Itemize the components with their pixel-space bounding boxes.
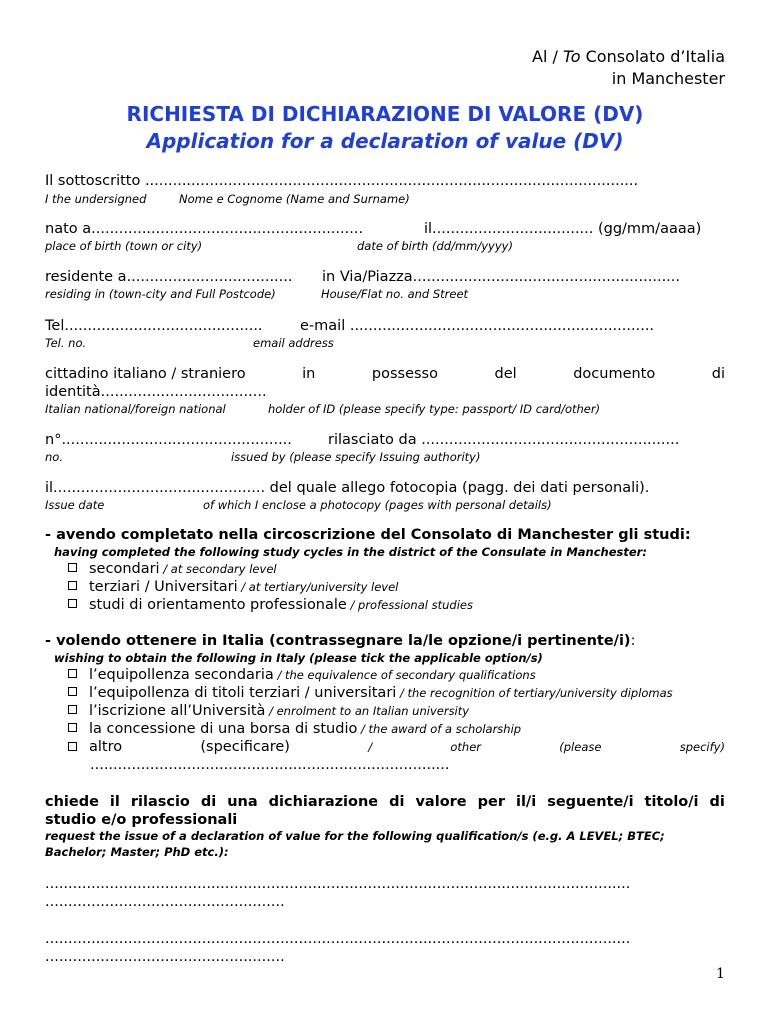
issue-date-en-label: Issue date: [45, 498, 105, 512]
qualification-line-2-cont[interactable]: ....................................................: [45, 949, 285, 965]
options-heading-en: wishing to obtain the following in Italy (please tick the applicable option/s): [54, 651, 543, 665]
request-line-1: chiede il rilascio di una dichiarazione di valore per il/i seguente/i titolo/i di: [45, 794, 725, 810]
request-en-line-2: Bachelor; Master; PhD etc.):: [45, 845, 229, 859]
holder-en-label: holder of ID (please specify type: passport/ ID card/other): [268, 402, 601, 416]
studies-option-tertiary[interactable]: terziari / Universitari / at tertiary/university level: [68, 579, 398, 595]
no-en-label: no.: [45, 450, 63, 464]
option-university-enrolment[interactable]: l’iscrizione all’Università / enrolment to an Italian university: [68, 703, 469, 719]
checkbox[interactable]: [68, 669, 77, 678]
title-italian: RICHIESTA DI DICHIARAZIONE DI VALORE (DV): [126, 102, 644, 126]
option-other[interactable]: altro (specificare) / other (please specify): [68, 739, 725, 755]
option-other-field[interactable]: ..............................................................................: [90, 757, 450, 773]
title-english: Application for a declaration of value (DV): [146, 129, 624, 153]
street-en-label: House/Flat no. and Street: [321, 287, 469, 301]
tel-field[interactable]: Tel...........................................: [45, 318, 263, 334]
issued-en-label: issued by (please specify Issuing authority): [231, 450, 481, 464]
street-field[interactable]: in Via/Piazza..........................................................: [322, 269, 681, 285]
issued-by-field[interactable]: rilasciato da ........................................................: [328, 432, 680, 448]
request-line-2: studio e/o professionali: [45, 812, 238, 828]
checkbox[interactable]: [68, 742, 77, 751]
page-number: 1: [716, 966, 725, 982]
option-tertiary-equivalence[interactable]: l’equipollenza di titoli terziari / universitari / the recognition of tertiary/university diplomas: [68, 685, 673, 701]
addressee-line-1: Al / To Consolato d’Italia: [532, 47, 725, 66]
request-en-line-1: request the issue of a declaration of value for the following qualification/s (e.g. A LEVEL; BTEC;: [45, 829, 665, 843]
studies-heading-en: having completed the following study cycles in the district of the Consulate in Manchester:: [54, 545, 647, 559]
undersigned-field[interactable]: Il sottoscritto ...........................................................................................................: [45, 173, 639, 189]
qualification-line-1-cont[interactable]: ....................................................: [45, 894, 285, 910]
birthdate-field[interactable]: il................................... (gg/mm/aaaa): [424, 221, 702, 237]
issue-date-field[interactable]: il.............................................. del quale allego fotocopia (pagg. dei dati personali).: [45, 480, 650, 496]
birthplace-en-label: place of birth (town or city): [45, 239, 203, 253]
residing-en-label: residing in (town-city and Full Postcode): [45, 287, 276, 301]
checkbox[interactable]: [68, 563, 77, 572]
residence-field[interactable]: residente a....................................: [45, 269, 293, 285]
option-secondary-equivalence[interactable]: l’equipollenza secondaria / the equivalence of secondary qualifications: [68, 667, 536, 683]
options-heading: - volendo ottenere in Italia (contrassegnare la/le opzione/i pertinente/i):: [45, 633, 636, 649]
name-en-label: Nome e Cognome (Name and Surname): [179, 192, 410, 206]
checkbox[interactable]: [68, 599, 77, 608]
citizen-en-label: Italian national/foreign national: [45, 402, 226, 416]
checkbox[interactable]: [68, 581, 77, 590]
addressee: [532, 46, 725, 90]
qualification-line-1[interactable]: ...............................................................................................................................: [45, 876, 631, 892]
checkbox[interactable]: [68, 687, 77, 696]
photocopy-en-label: of which I enclose a photocopy (pages with personal details): [203, 498, 552, 512]
tel-en-label: Tel. no.: [45, 336, 87, 350]
addressee-line-2: in Manchester: [611, 69, 725, 88]
undersigned-en-label: I the undersigned: [45, 192, 147, 206]
checkbox[interactable]: [68, 705, 77, 714]
studies-option-professional[interactable]: studi di orientamento professionale / professional studies: [68, 597, 473, 613]
birthplace-field[interactable]: nato a...........................................................: [45, 221, 364, 237]
identity-field[interactable]: identità....................................: [45, 384, 267, 400]
email-field[interactable]: e-mail ..................................................................: [300, 318, 655, 334]
checkbox[interactable]: [68, 723, 77, 732]
option-scholarship[interactable]: la concessione di una borsa di studio / the award of a scholarship: [68, 721, 521, 737]
qualification-line-2[interactable]: ...............................................................................................................................: [45, 931, 631, 947]
id-number-field[interactable]: n°..................................................: [45, 432, 292, 448]
studies-heading: - avendo completato nella circoscrizione del Consolato di Manchester gli studi:: [45, 527, 691, 543]
birthdate-en-label: date of birth (dd/mm/yyyy): [357, 239, 513, 253]
studies-option-secondary[interactable]: secondari / at secondary level: [68, 561, 277, 577]
email-en-label: email address: [253, 336, 334, 350]
citizenship-line: cittadino italiano / straniero in possesso del documento di: [45, 366, 725, 382]
